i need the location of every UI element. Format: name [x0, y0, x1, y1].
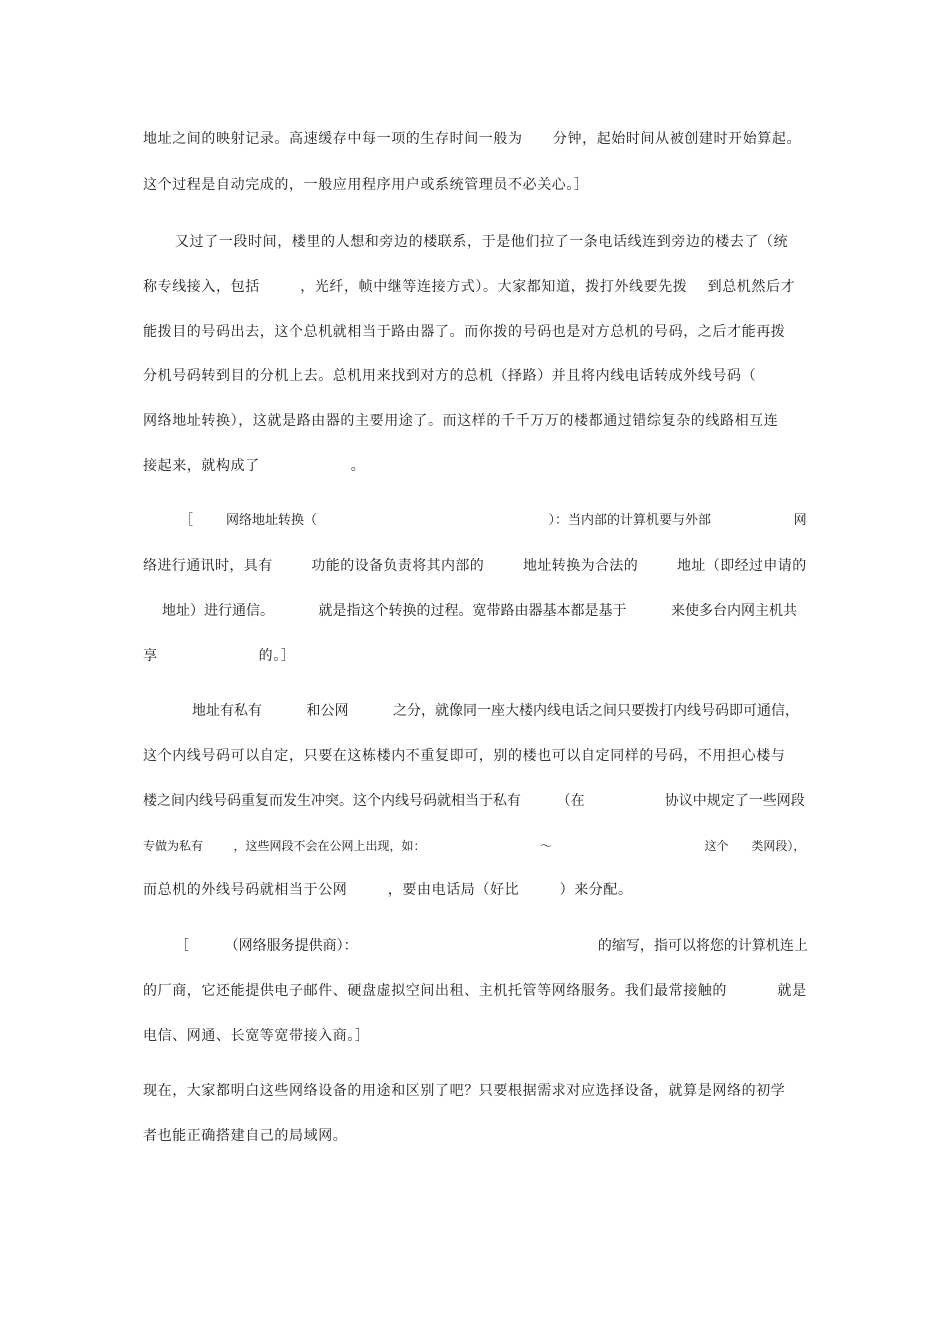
- text-line: 的厂商，它还能提供电子邮件、硬盘虚拟空间出租、主机托管等网络服务。我们最常接触的 就是: [143, 983, 807, 999]
- text-line: 电信、网通、长宽等宽带接入商。］: [143, 1028, 370, 1044]
- text-line: 而总机的外线号码就相当于公网 ，要由电话局（好比 ）来分配。: [143, 882, 633, 898]
- text-line: 接起来，就构成了 。: [143, 458, 366, 474]
- text-line: 地址）进行通信。 就是指这个转换的过程。宽带路由器基本都是基于 来使多台内网主机共: [162, 603, 798, 619]
- text-line: 享 的。］: [143, 648, 296, 664]
- text-line: 专做为私有 ，这些网段不会在公网上出现，如： ～ 这个 类网段），: [143, 839, 806, 853]
- text-line: 络进行通讯时，具有 功能的设备负责将其内部的 地址转换为合法的 地址（即经过申请的: [143, 558, 807, 574]
- text-line: ［ 网络地址转换（ ）：当内部的计算机要与外部 网: [180, 513, 807, 528]
- text-line: ［ （网络服务提供商）： 的缩写，指可以将您的计算机连上: [175, 938, 808, 954]
- text-line: 楼之间内线号码重复而发生冲突。这个内线号码就相当于私有 （在 协议中规定了一些网段: [143, 793, 805, 809]
- text-line: 分机号码转到目的分机上去。总机用来找到对方的总机（择路）并且将内线电话转成外线号码（: [143, 368, 757, 384]
- text-line: 地址之间的映射记录。高速缓存中每一项的生存时间一般为 分钟，起始时间从被创建时开始算起。: [143, 131, 802, 147]
- text-line: 者也能正确搭建自己的局域网。: [143, 1128, 348, 1144]
- text-line: 能拨目的号码出去，这个总机就相当于路由器了。而你拨的号码也是对方总机的号码，之后才能再拨: [143, 324, 786, 340]
- text-line: 网络地址转换），这就是路由器的主要用途了。而这样的千千万万的楼都通过错综复杂的线路相互连: [143, 413, 779, 429]
- text-line: 又过了一段时间，楼里的人想和旁边的楼联系，于是他们拉了一条电话线连到旁边的楼去了（统: [175, 234, 789, 250]
- text-line: 地址有私有 和公网 之分，就像同一座大楼内线电话之间只要拨打内线号码即可通信，: [192, 703, 800, 719]
- text-line: 这个内线号码可以自定，只要在这栋楼内不重复即可，别的楼也可以自定同样的号码，不用担心楼与: [143, 748, 786, 764]
- text-line: 现在，大家都明白这些网络设备的用途和区别了吧？只要根据需求对应选择设备，就算是网络的初学: [143, 1083, 786, 1099]
- text-line: 称专线接入，包括 ，光纤，帧中继等连接方式）。大家都知道，拨打外线要先拨 到总机然后才: [143, 279, 796, 295]
- text-line: 这个过程是自动完成的，一般应用程序用户或系统管理员不必关心。］: [143, 177, 589, 193]
